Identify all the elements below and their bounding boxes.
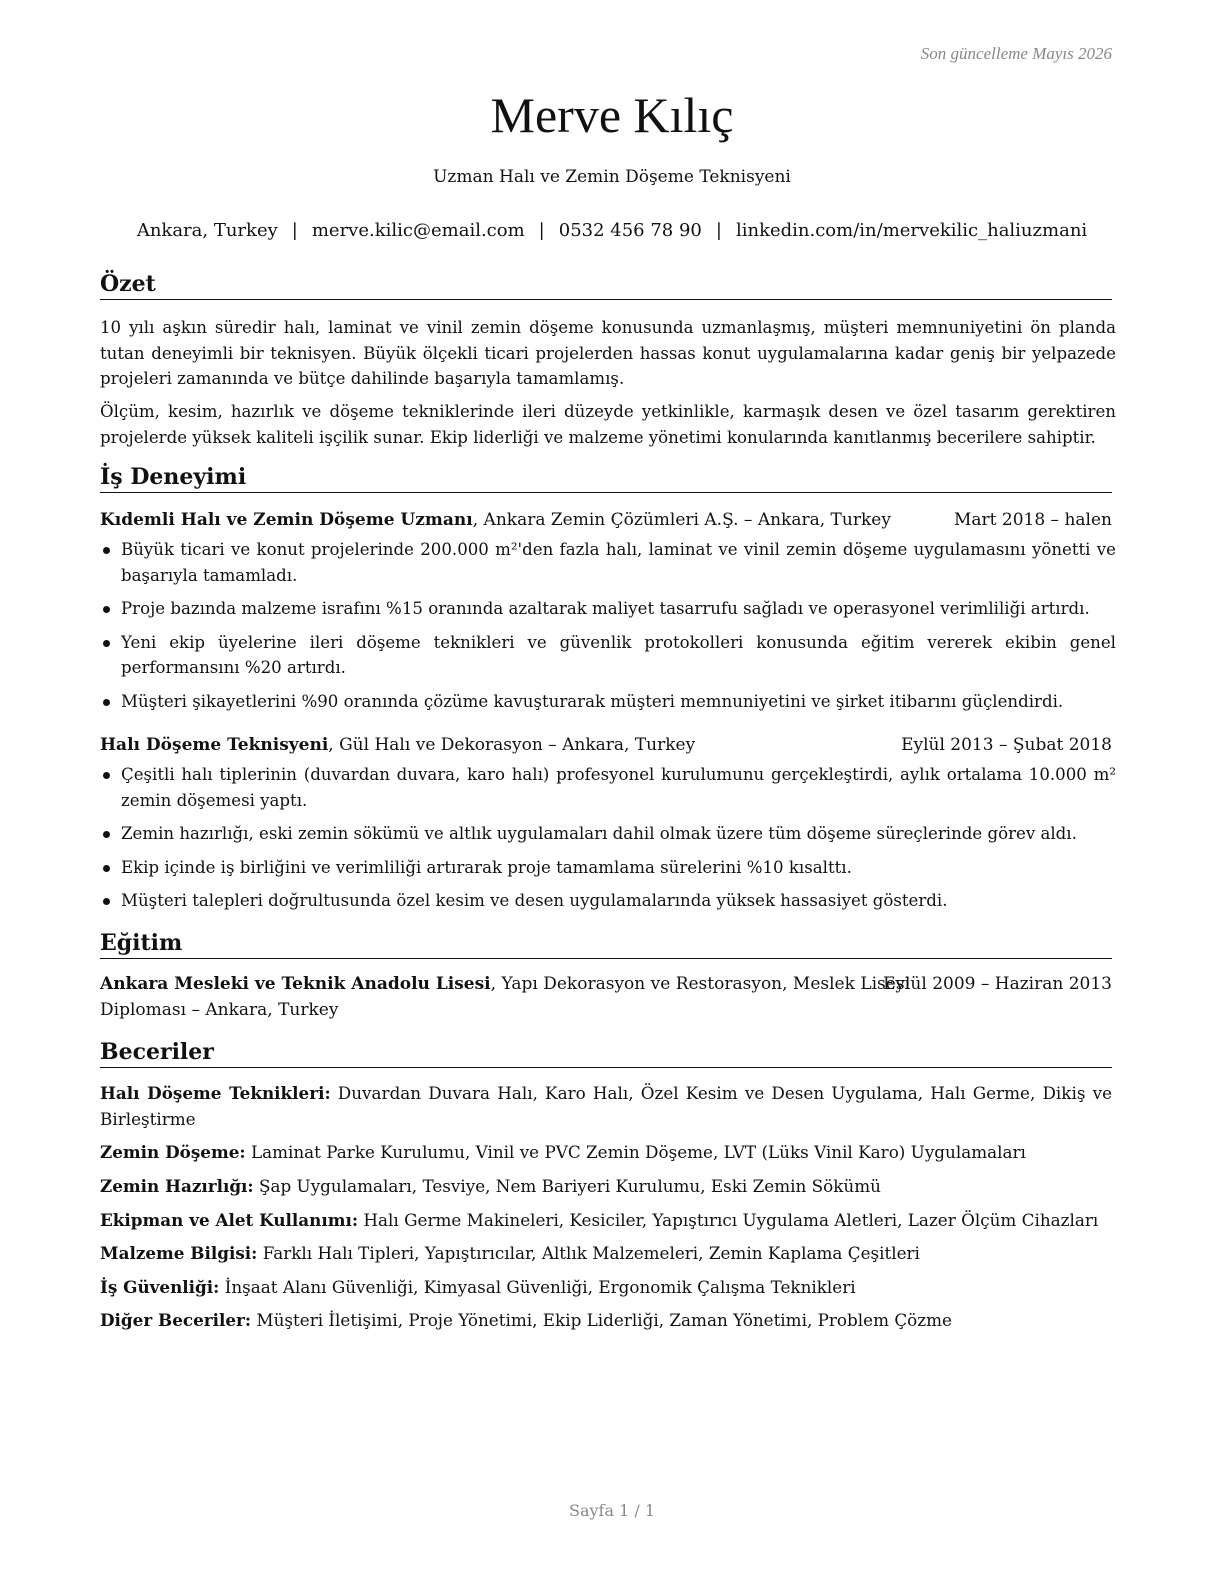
skill-label: İş Güvenliği: xyxy=(100,1277,220,1297)
section-heading-summary: Özet xyxy=(100,270,1112,300)
skill-label: Zemin Hazırlığı: xyxy=(100,1176,254,1196)
contact-location: Ankara, Turkey xyxy=(136,220,278,241)
list-item: Zemin hazırlığı, eski zemin sökümü ve altlık uygulamaları dahil olmak üzere tüm döşeme süreçlerinde görev aldı. xyxy=(100,821,1116,847)
list-item: Müşteri talepleri doğrultusunda özel kesim ve desen uygulamalarında yüksek hassasiyet gösterdi. xyxy=(100,888,1116,914)
candidate-name: Merve Kılıç xyxy=(490,87,734,143)
page-number: Sayfa 1 / 1 xyxy=(568,1501,655,1520)
job-header xyxy=(100,508,1112,532)
education-line: Diploması – Ankara, Turkey xyxy=(100,999,339,1020)
education-dates: Eylül 2009 – Haziran 2013 xyxy=(882,974,1112,994)
skill-label: Malzeme Bilgisi: xyxy=(100,1243,258,1263)
contact-line xyxy=(0,220,1224,241)
contact-phone: 0532 456 78 90 xyxy=(558,220,702,241)
job-company: , Ankara Zemin Çözümleri A.Ş. – Ankara, Turkey xyxy=(472,510,891,530)
job-dates: Eylül 2013 – Şubat 2018 xyxy=(901,735,1112,755)
section-heading-skills: Beceriler xyxy=(100,1038,1112,1068)
skill-value: Laminat Parke Kurulumu, Vinil ve PVC Zemin Döşeme, LVT (Lüks Vinil Karo) Uygulamaları xyxy=(245,1142,1026,1162)
list-item: Müşteri şikayetlerini %90 oranında çözüme kavuşturarak müşteri memnuniyetini ve şirket itibarını güçlendirdi. xyxy=(100,689,1116,715)
list-item: Büyük ticari ve konut projelerinde 200.000 m²'den fazla halı, laminat ve vinil zemin döşeme uygulamasını yönetti ve başarıyla tamamladı. xyxy=(100,537,1116,588)
list-item: Çeşitli halı tiplerinin (duvardan duvara, karo halı) profesyonel kurulumunu gerçekleştirdi, aylık ortalama 10.000 m² zemin döşemesi yaptı. xyxy=(100,762,1116,813)
skill-label: Zemin Döşeme: xyxy=(100,1142,246,1162)
skill-item xyxy=(100,1208,1112,1234)
skill-label: Ekipman ve Alet Kullanımı: xyxy=(100,1210,359,1230)
contact-email[interactable]: merve.kilic@email.com xyxy=(311,220,525,241)
skill-value: Duvardan Duvara Halı, Karo Halı, Özel Kesim ve Desen Uygulama, Halı Germe, Dikiş ve Birleştirme xyxy=(100,1083,1112,1129)
summary-paragraph: 10 yılı aşkın süredir halı, laminat ve vinil zemin döşeme konusunda uzmanlaşmış, müşteri memnuniyetini ön planda tutan deneyimli bir teknisyen. Büyük ölçekli ticari projelerden hassas konut uygulamalarına kadar geniş bir yelpazede projeleri zamanında ve bütçe dahilinde başarıyla tamamlamış. xyxy=(100,318,1116,388)
list-item: Yeni ekip üyelerine ileri döşeme teknikleri ve güvenlik protokolleri konusunda eğitim vererek ekibin genel performansını %20 artırdı. xyxy=(100,630,1116,681)
list-item: Ekip içinde iş birliğini ve verimliliği artırarak proje tamamlama sürelerini %10 kısalttı. xyxy=(100,855,1116,881)
skill-item xyxy=(100,1081,1112,1132)
education-detail: , Yapı Dekorasyon ve Restorasyon, Meslek Lisesi xyxy=(490,974,910,994)
list-item: Proje bazında malzeme israfını %15 oranında azaltarak maliyet tasarrufu sağladı ve operasyonel verimliliği artırdı. xyxy=(100,596,1116,622)
contact-separator: | xyxy=(538,220,545,241)
section-heading-education: Eğitim xyxy=(100,929,1112,959)
skill-value: Müşteri İletişimi, Proje Yönetimi, Ekip Liderliği, Zaman Yönetimi, Problem Çözme xyxy=(251,1310,952,1330)
skill-item xyxy=(100,1275,1112,1301)
skill-value: İnşaat Alanı Güvenliği, Kimyasal Güvenliği, Ergonomik Çalışma Teknikleri xyxy=(219,1277,856,1297)
job-bullets xyxy=(100,762,1116,922)
job-dates: Mart 2018 – halen xyxy=(953,510,1112,530)
education-school: Ankara Mesleki ve Teknik Anadolu Lisesi xyxy=(100,974,491,994)
skill-item xyxy=(100,1241,1112,1267)
skill-item xyxy=(100,1308,1112,1334)
job-company: , Gül Halı ve Dekorasyon – Ankara, Turkey xyxy=(328,735,696,755)
last-updated-note: Son güncelleme Mayıs 2026 xyxy=(920,44,1112,63)
skill-item xyxy=(100,1174,1112,1200)
education-entry xyxy=(100,972,1112,1023)
skill-value: Halı Germe Makineleri, Kesiciler, Yapıştırıcı Uygulama Aletleri, Lazer Ölçüm Cihazları xyxy=(358,1210,1099,1230)
job-title: Uzman Halı ve Zemin Döşeme Teknisyeni xyxy=(433,167,791,187)
skill-value: Şap Uygulamaları, Tesviye, Nem Bariyeri Kurulumu, Eski Zemin Sökümü xyxy=(253,1176,881,1196)
job-role: Kıdemli Halı ve Zemin Döşeme Uzmanı xyxy=(100,510,473,530)
contact-separator: | xyxy=(291,220,298,241)
skill-label: Halı Döşeme Teknikleri: xyxy=(100,1083,331,1103)
job-header xyxy=(100,733,1112,757)
contact-separator: | xyxy=(715,220,722,241)
skill-item xyxy=(100,1140,1112,1166)
skill-value: Farklı Halı Tipleri, Yapıştırıcılar, Altlık Malzemeleri, Zemin Kaplama Çeşitleri xyxy=(257,1243,920,1263)
summary-paragraph: Ölçüm, kesim, hazırlık ve döşeme tekniklerinde ileri düzeyde yetkinlikle, karmaşık desen ve özel tasarım gerektiren projelerde yüksek kaliteli işçilik sunar. Ekip liderliği ve malzeme yönetimi konularında kanıtlanmış becerilere sahiptir. xyxy=(100,402,1116,447)
contact-linkedin[interactable]: linkedin.com/in/mervekilic_haliuzmani xyxy=(735,220,1088,241)
skill-label: Diğer Beceriler: xyxy=(100,1310,252,1330)
job-role: Halı Döşeme Teknisyeni xyxy=(100,735,329,755)
job-bullets xyxy=(100,537,1116,722)
section-heading-experience: İş Deneyimi xyxy=(100,463,1112,493)
